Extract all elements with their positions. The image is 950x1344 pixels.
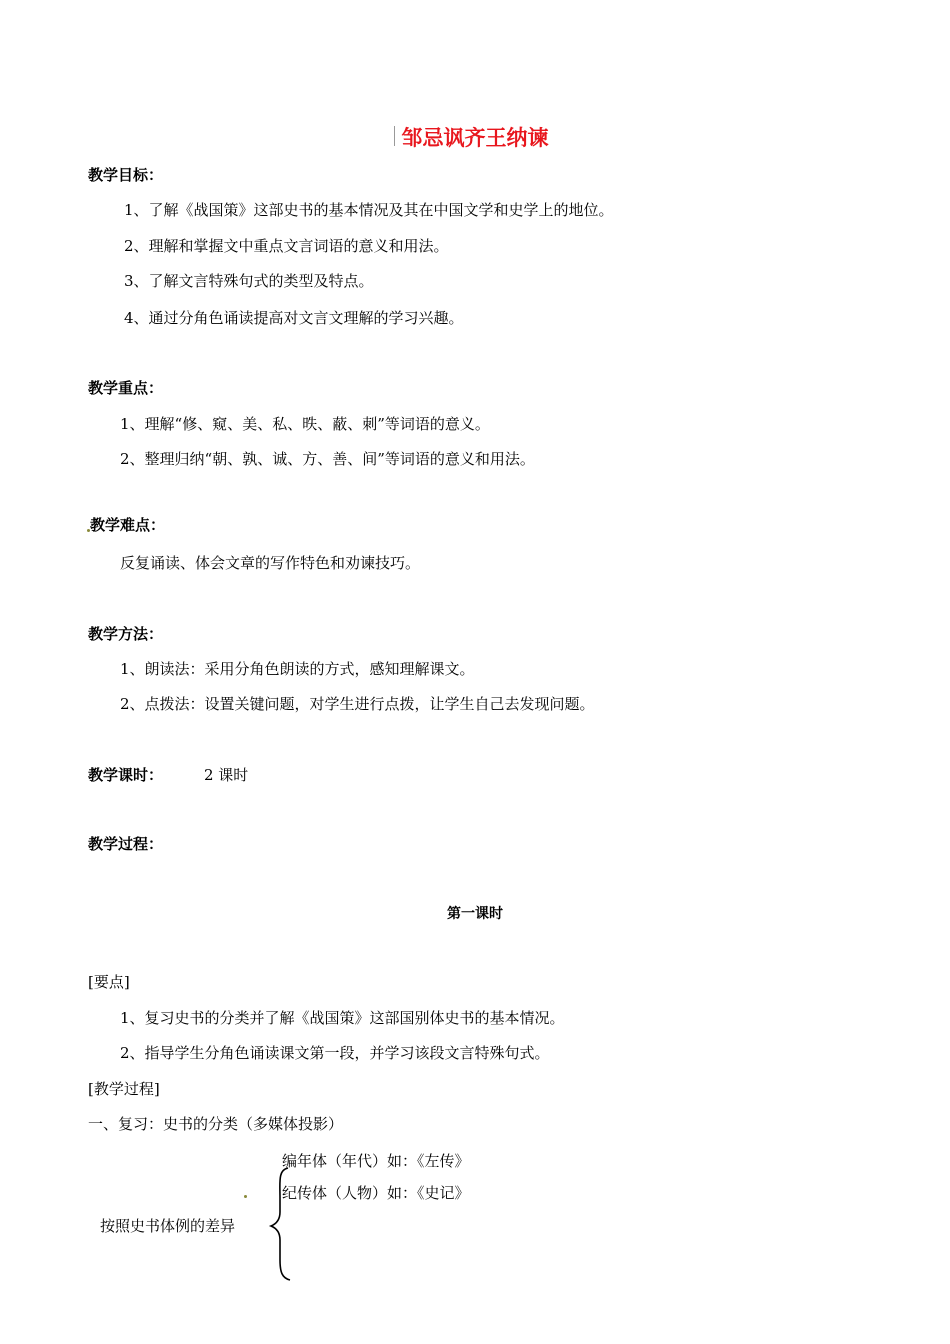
hours-heading: 教学课时：: [88, 766, 164, 784]
objectives-heading: 教学目标：: [88, 166, 164, 184]
difficulties-heading: 教学难点：: [90, 516, 166, 534]
branch-annals: 编年体（年代）如：《左传》: [282, 1152, 470, 1170]
curly-brace: [268, 1166, 298, 1282]
objective-item: 3、了解文言特殊句式的类型及特点。: [124, 272, 374, 290]
classify-label: 按照史书体例的差异: [100, 1217, 236, 1235]
hours-value: 2 课时: [204, 766, 249, 784]
key-point-item: 1、理解“修、窥、美、私、昳、蔽、刺”等词语的意义。: [120, 415, 490, 433]
branch-biographical: 纪传体（人物）如：《史记》: [282, 1184, 470, 1202]
key-label: [要点]: [88, 973, 130, 991]
process-heading: 教学过程：: [88, 835, 164, 853]
objective-item: 1、了解《战国策》这部史书的基本情况及其在中国文学和史学上的地位。: [124, 201, 614, 219]
key-points-heading: 教学重点：: [88, 379, 164, 397]
stray-dot: [244, 1195, 247, 1198]
key-point-item: 2、整理归纳“朝、孰、诚、方、善、间”等词语的意义和用法。: [120, 450, 535, 468]
method-item: 1、朗读法：采用分角色朗读的方式，感知理解课文。: [120, 660, 475, 678]
objective-item: 2、理解和掌握文中重点文言词语的意义和用法。: [124, 237, 449, 255]
lesson-title: 第一课时: [447, 906, 503, 922]
methods-heading: 教学方法：: [88, 625, 164, 643]
review-line: 一、复习：史书的分类（多媒体投影）: [88, 1115, 344, 1133]
document-title: 邹忌讽齐王纳谏: [401, 126, 549, 150]
method-item: 2、点拨法：设置关键问题，对学生进行点拨，让学生自己去发现问题。: [120, 695, 595, 713]
process-label: [教学过程]: [88, 1080, 160, 1098]
lesson-key-item: 1、复习史书的分类并了解《战国策》这部国别体史书的基本情况。: [120, 1009, 565, 1027]
difficulties-text: 反复诵读、体会文章的写作特色和劝谏技巧。: [120, 554, 421, 572]
lesson-key-item: 2、指导学生分角色诵读课文第一段，并学习该段文言特殊句式。: [120, 1044, 550, 1062]
objective-item: 4、通过分角色诵读提高对文言文理解的学习兴趣。: [124, 309, 464, 327]
